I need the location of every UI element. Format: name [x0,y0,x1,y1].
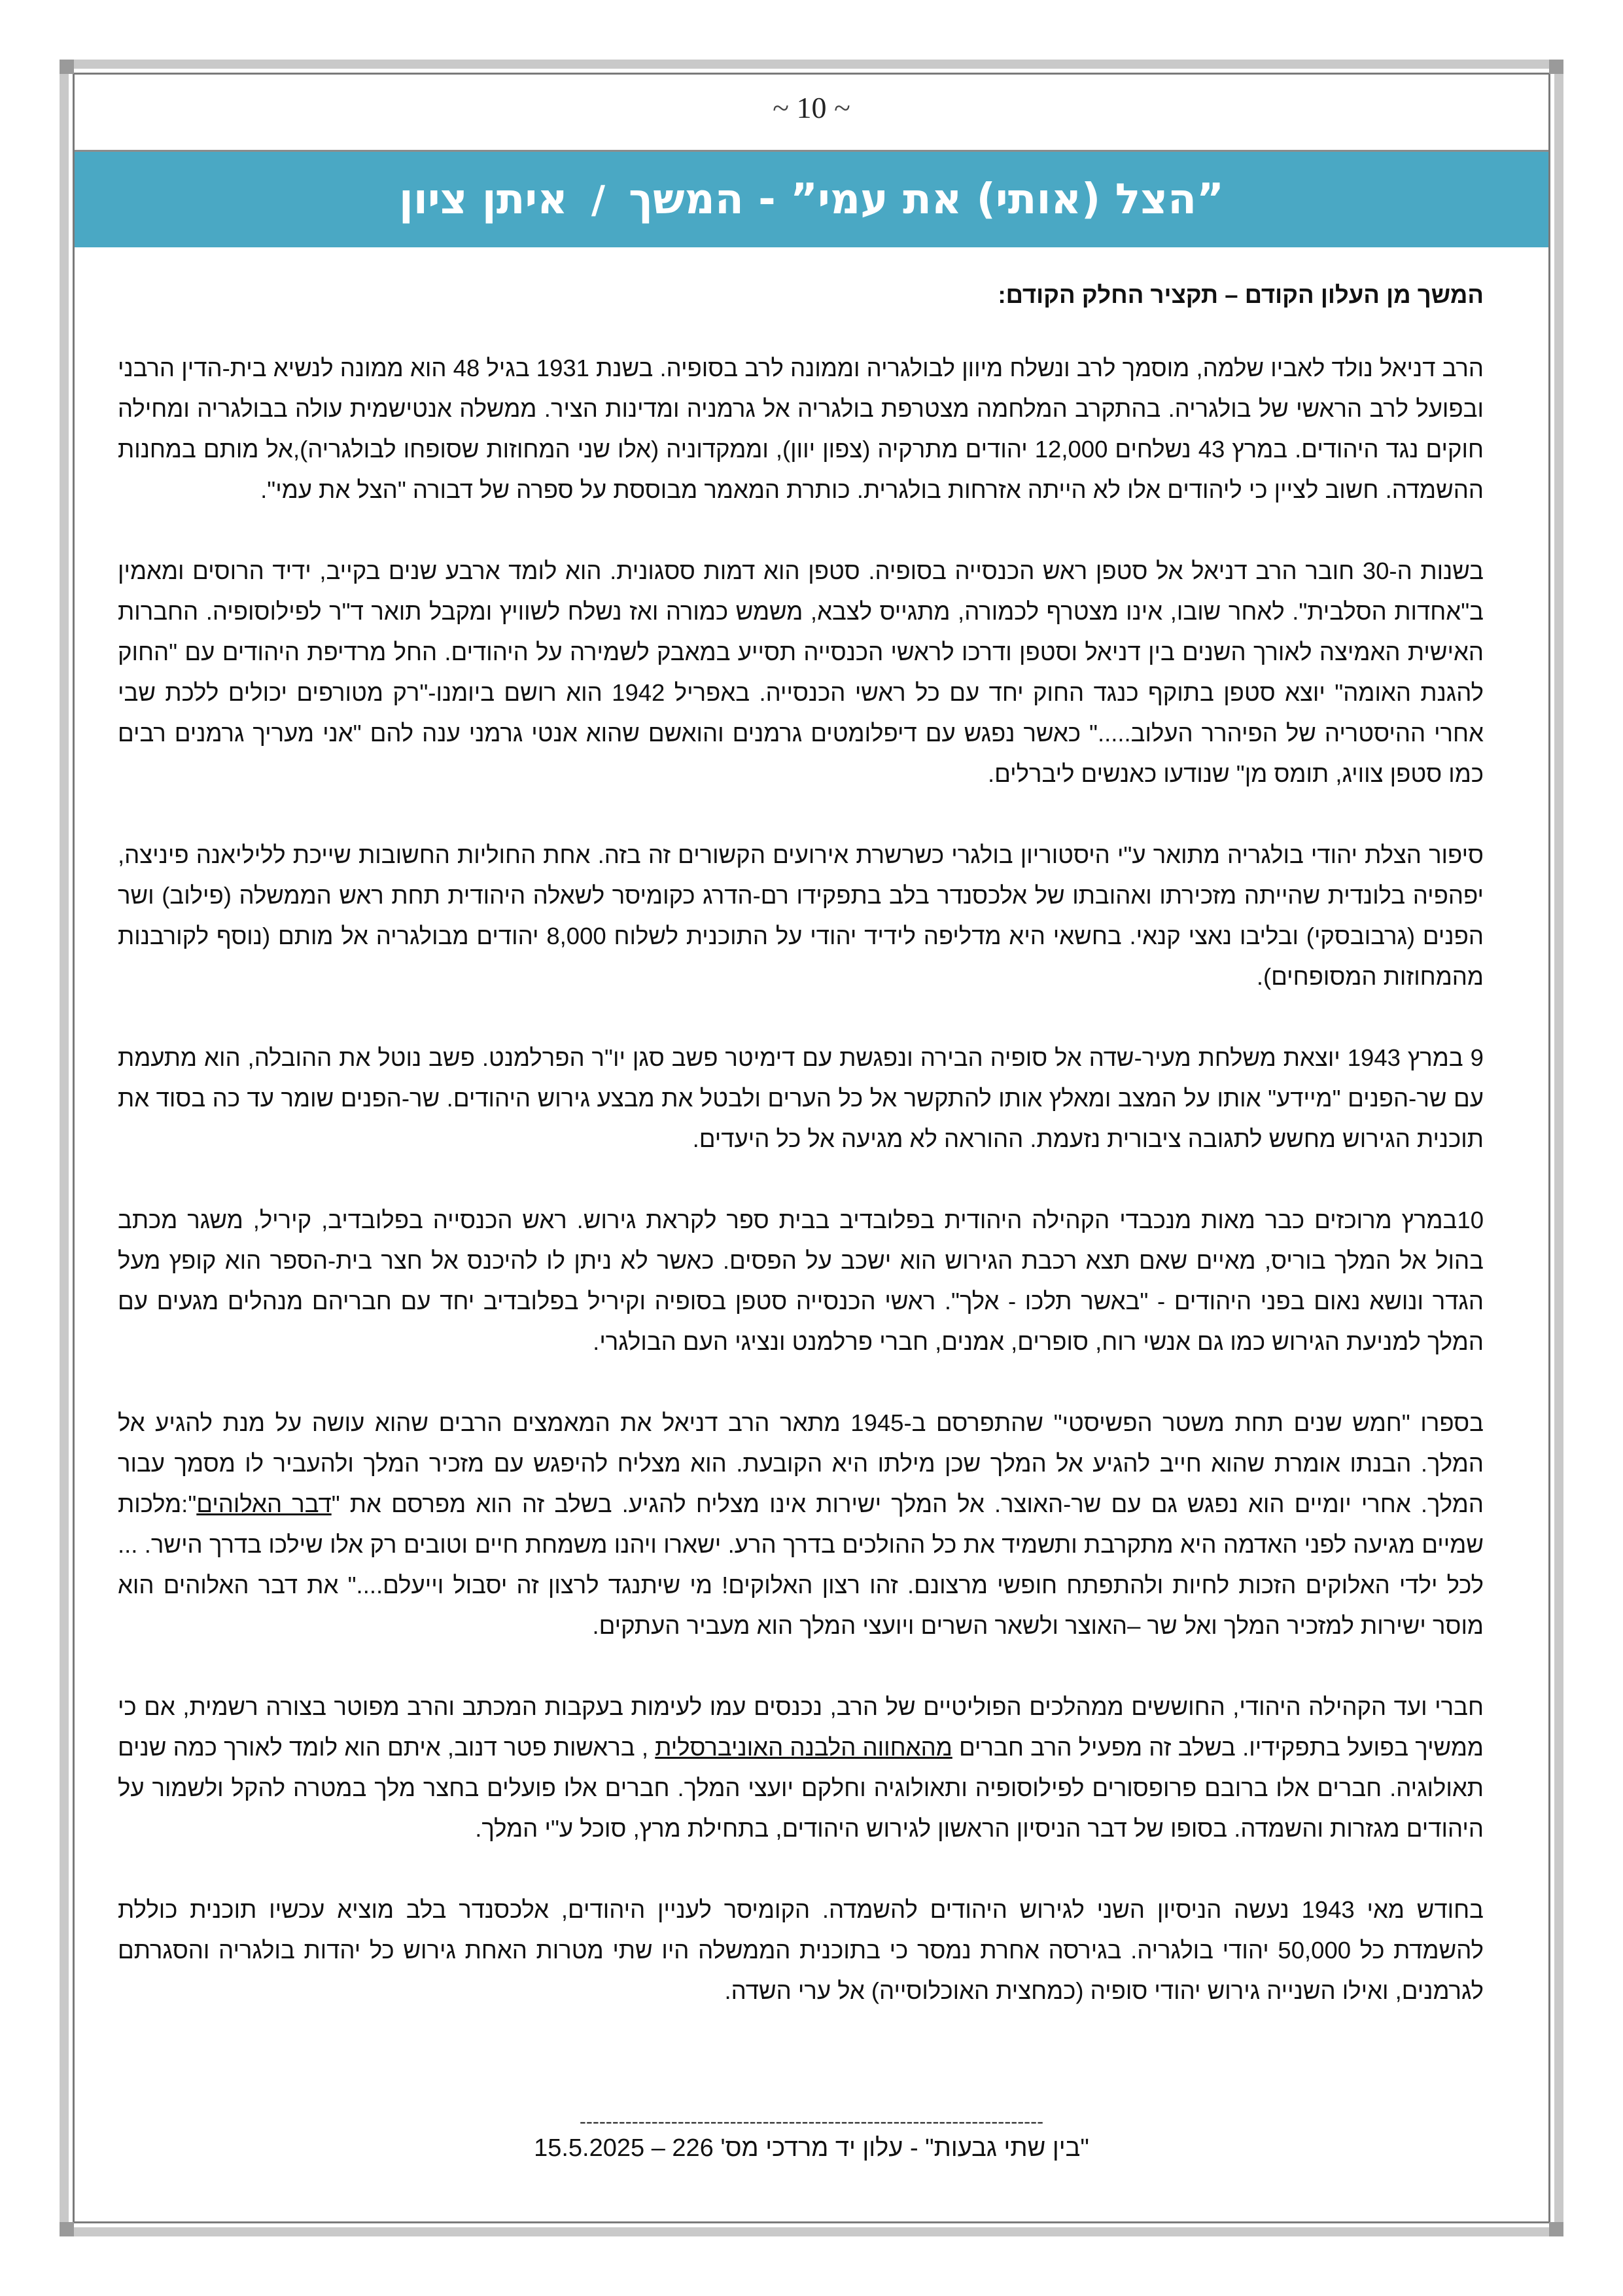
paragraph-text: בספרו "חמש שנים תחת משטר הפשיסטי" שהתפרסם ב-1945 מתאר הרב דניאל את המאמצים הרבים שהוא עושה על מנת להגיע אל המלך. הבנתו אומרת שהוא חייב להגיע אל המלך שכן מילתו היא הקובעת. הוא מצליח להיפגש עם מזכיר המלך ולהעביר לו מסמך עבור המלך. אחרי יומיים הוא נפגש גם עם שר-האוצר. אל המלך ישירות אינו מצליח להגיע. בשלב זה הוא מפרסם את " [118,1409,1484,1517]
paragraph [118,1403,1484,1646]
article-body [118,275,1484,2052]
paragraph-text: , בראשות פטר דנוב, איתם הוא לומד לאורך כמה שנים תאולוגיה. חברים אלו ברובם פרופסורים לפילוסופיה ותאולוגיה וחלקם יועצי המלך. חברים אלו פועלים בחצר מלך במטרה להקל ולשמור על היהודים מגזרות והשמדה. בסופו של דבר הניסיון הראשון לגירוש היהודים, בתחילת מרץ, סוכל ע"י המלך. [118,1734,1484,1842]
underlined-term: מהאחווה הלבנה האוניברסלית [655,1734,952,1761]
tilde-left: ~ [773,91,789,124]
page-number [0,90,1623,125]
title-separator: / [591,177,606,222]
paragraph-text: ":מלכות שמיים מגיעה לפני האדמה היא מתקרבת ותשמיד את כל ההולכים בדרך הרע. ישארו ויהנו משמחת חיים וטובים רק אלו שילכו בדרך הישר. ... לכל ילדי האלוקים הזכות לחיות ולהתפתח חופשי מרצונם. זהו רצון האלוקים! מי שיתנגד לרצון זה יסבול וייעלם...." את דבר האלוהים הוא מוסר ישירות למזכיר המלך ואל שר –האוצר ולשאר השרים ויועצי המלך הוא מעביר העתקים. [118,1491,1484,1639]
article-title: ”הצל (אותי) את עמי” - המשך [629,175,1225,224]
paragraph-text: חברי ועד הקהילה היהודי, החוששים ממהלכים הפוליטיים של הרב, נכנסים עמו לעימות בעקבות המכתב והרב מפוטר בצורה רשמית, אם כי ממשיך בפועל בתפקידיו. בשלב זה מפעיל הרב חברים [118,1693,1484,1761]
paragraph [118,1687,1484,1849]
corner-ornament [60,60,74,74]
paragraph: סיפור הצלת יהודי בולגריה מתואר ע"י היסטוריון בולגרי כשרשרת אירועים הקשורים זה בזה. אחת החוליות החשובות שייכת לליליאנה פיניצה, יפהפיה בלונדית שהייתה מזכירתו ואהובתו של אלכסנדר בלב בתפקידו רם-הדרג כקומיסר לשאלה היהודית תחת ראש הממשלה (פילוב) ושר הפנים (גרבובסקי) ובליבו נאצי קנאי. בחשאי היא מדליפה לידיד יהודי על התוכנית לשלוח 8,000 יהודים מבולגריה אל מותם (נוסף לקורבנות מהמחוזות המסופחים). [118,841,1484,990]
footer-publication-info: "בין שתי גבעות" - עלון יד מרדכי מס' 226 – 15.5.2025 [534,2134,1089,2162]
page-number-value: 10 [796,91,827,124]
paragraph: הרב דניאל נולד לאביו שלמה, מוסמך לרב ונשלח מיוון לבולגריה וממונה לרב בסופיה. בשנת 1931 בגיל 48 הוא ממונה לנשיא בית-הדין הרבני ובפועל לרב הראשי של בולגריה. בהתקרב המלחמה מצטרפת בולגריה אל גרמניה ומדינות הציר. ממשלה אנטישמית עולה בבולגריה ומחילה חוקים נגד היהודים. במרץ 43 נשלחים 12,000 יהודים מתרקיה (צפון יוון), וממקדוניה (אלו שני המחוזות שסופחו לבולגריה),אל מותם במחנות ההשמדה. חשוב לציין כי ליהודים אלו לא הייתה אזרחות בולגרית. כותרת המאמר מבוססת על ספרה של דבורה "הצל את עמי". [118,355,1484,503]
corner-ornament [1549,2222,1563,2236]
summary-heading: המשך מן העלון הקודם – תקציר החלק הקודם: [998,281,1484,308]
paragraph: 10במרץ מרוכזים כבר מאות מנכבדי הקהילה היהודית בפלובדיב בבית ספר לקראת גירוש. ראש הכנסייה בפלובדיב, קיריל, משגר מכתב בהול אל המלך בוריס, מאיים שאם תצא רכבת הגירוש הוא ישכב על הפסים. כאשר לא ניתן לו להיכנס אל חצר בית-הספר הוא קופץ מעל הגדר ונושא נאום בפני היהודים - "באשר תלכו - אלך". ראשי הכנסייה סטפן בסופיה וקיריל בפלובדיב יחד עם חבריהם מנהלים מגעים עם המלך למניעת הגירוש כמו גם אנשי רוח, סופרים, אמנים, חברי פרלמנט ונציגי העם הבולגרי. [118,1207,1484,1355]
article-author: איתן ציון [398,175,568,224]
title-banner [75,152,1548,247]
footer-dashed-rule: ----------------------------------------------------------------------- [579,2111,1044,2132]
corner-ornament [60,2222,74,2236]
paragraph: 9 במרץ 1943 יוצאת משלחת מעיר-שדה אל סופיה הבירה ונפגשת עם דימיטר פשב סגן יו"ר הפרלמנט. פשב נוטל את ההובלה, הוא מתעמת עם שר-הפנים "מיידע" אותו על המצב ומאלץ אותו להתקשר אל כל הערים ולבטל את מבצע גירוש היהודים. שר-הפנים שומר עד כה בסוד את תוכנית הגירוש מחשש לתגובה ציבורית נזעמת. ההוראה לא מגיעה אל כל היעדים. [118,1044,1484,1152]
paragraph: בשנות ה-30 חובר הרב דניאל אל סטפן ראש הכנסייה בסופיה. סטפן הוא דמות ססגונית. הוא לומד ארבע שנים בקייב, ידיד הרוסים ומאמין ב"אחדות הסלבית". לאחר שובו, אינו מצטרף לכמורה, מתגייס לצבא, משמש כמורה ואז נשלח לשוויץ ומקבל תואר ד"ר לפילוסופיה. החברות האישית האמיצה לאורך השנים בין דניאל וסטפן ודרכו לראשי הכנסייה תסייע במאבק לשמירה על היהודים. החל מרדיפת היהודים עם "החוק להגנת האומה" יוצא סטפן בתוקף כנגד החוק יחד עם כל ראשי הכנסייה. באפריל 1942 הוא רושם ביומנו-"רק מטורפים יכולים ללכת שבי אחרי ההיסטריה של הפיהרר העלוב....." כאשר נפגש עם דיפלומטים גרמנים והואשם שהוא אנטי גרמני ענה להם "אני מעריך גרמנים רבים כמו סטפן צוויג, תומס מן" שנודעו כאנשים ליברלים. [118,557,1484,787]
paragraph: בחודש מאי 1943 נעשה הניסיון השני לגירוש היהודים להשמדה. הקומיסר לעניין היהודים, אלכסנדר בלב מוציא עכשיו תוכנית כוללת להשמדת כל 50,000 יהודי בולגריה. בגירסה אחרת נמסר כי בתוכנית הממשלה היו שתי מטרות האחת גירוש כל יהדות בולגריה והסגרתם לגרמנים, ואילו השנייה גירוש יהודי סופיה (כמחצית האוכלוסייה) אל ערי השדה. [118,1896,1484,2004]
underlined-title: דבר האלוהים [196,1491,332,1517]
corner-ornament [1549,60,1563,74]
tilde-right: ~ [834,91,850,124]
